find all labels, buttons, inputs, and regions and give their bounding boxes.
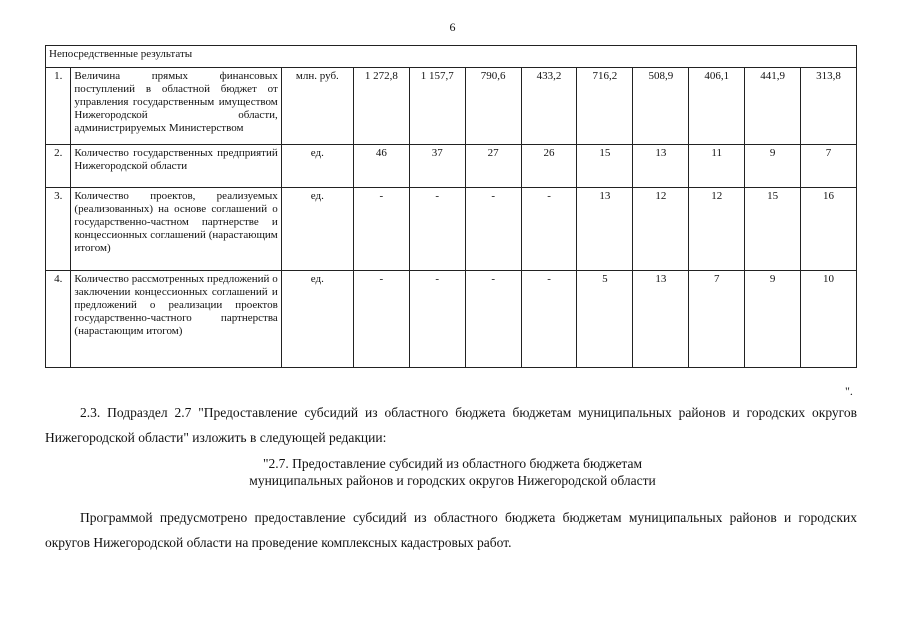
value-cell: - xyxy=(465,271,521,368)
indicator-name: Количество проектов, реализуемых (реализованных) на основе соглашений о государственно-частном партнерстве и концессионных соглашений (нарастающим итогом) xyxy=(71,188,281,271)
indicator-name: Количество государственных предприятий Нижегородской области xyxy=(71,145,281,188)
table-row xyxy=(46,271,857,368)
page-number: 6 xyxy=(449,20,456,34)
section-header-row xyxy=(46,46,857,68)
value-cell: - xyxy=(465,188,521,271)
value-cell: 27 xyxy=(465,145,521,188)
value-cell: 15 xyxy=(577,145,633,188)
row-number: 3. xyxy=(46,188,71,271)
value-cell: 46 xyxy=(353,145,409,188)
value-cell: 406,1 xyxy=(689,68,745,145)
unit-cell: ед. xyxy=(281,145,353,188)
value-cell: 9 xyxy=(745,145,801,188)
section-heading-line1: "2.7. Предоставление субсидий из областного бюджета бюджетам xyxy=(262,456,643,471)
value-cell: - xyxy=(409,188,465,271)
value-cell: 441,9 xyxy=(745,68,801,145)
value-cell: - xyxy=(521,188,577,271)
unit-cell: ед. xyxy=(281,188,353,271)
value-cell: 1 157,7 xyxy=(409,68,465,145)
value-cell: 26 xyxy=(521,145,577,188)
closing-quote: ". xyxy=(845,384,853,398)
value-cell: 508,9 xyxy=(633,68,689,145)
value-cell: 790,6 xyxy=(465,68,521,145)
value-cell: 11 xyxy=(689,145,745,188)
paragraph-amendment: 2.3. Подраздел 2.7 "Предоставление субсидий из областного бюджета бюджетам муниципальных районов и городских округов Нижегородской области" изложить в следующей редакции: xyxy=(45,405,857,445)
table-row xyxy=(46,68,857,145)
value-cell: - xyxy=(353,271,409,368)
unit-cell: ед. xyxy=(281,271,353,368)
indicator-name: Величина прямых финансовых поступлений в областной бюджет от управления государственным имуществом Нижегородской области, администрируемых Министерством xyxy=(71,68,281,145)
value-cell: 16 xyxy=(801,188,857,271)
value-cell: 433,2 xyxy=(521,68,577,145)
value-cell: 12 xyxy=(633,188,689,271)
value-cell: 13 xyxy=(633,145,689,188)
value-cell: 1 272,8 xyxy=(353,68,409,145)
value-cell: 13 xyxy=(577,188,633,271)
value-cell: - xyxy=(353,188,409,271)
value-cell: 5 xyxy=(577,271,633,368)
indicator-name: Количество рассмотренных предложений о заключении концессионных соглашений и предложений о реализации проектов государственно-частного партнерства (нарастающим итогом) xyxy=(71,271,281,368)
table-row xyxy=(46,145,857,188)
value-cell: 13 xyxy=(633,271,689,368)
value-cell: 7 xyxy=(801,145,857,188)
value-cell: 9 xyxy=(745,271,801,368)
section-title: Непосредственные результаты xyxy=(46,46,857,68)
value-cell: - xyxy=(409,271,465,368)
value-cell: 37 xyxy=(409,145,465,188)
section-heading-line2: муниципальных районов и городских округов Нижегородской области xyxy=(249,473,656,488)
value-cell: 7 xyxy=(689,271,745,368)
paragraph-program: Программой предусмотрено предоставление субсидий из областного бюджета бюджетам муниципальных районов и городских округов Нижегородской области на проведение комплексных кадастровых работ. xyxy=(45,510,857,550)
unit-cell: млн. руб. xyxy=(281,68,353,145)
results-table xyxy=(45,45,857,368)
row-number: 2. xyxy=(46,145,71,188)
table-row xyxy=(46,188,857,271)
value-cell: - xyxy=(521,271,577,368)
row-number: 4. xyxy=(46,271,71,368)
value-cell: 15 xyxy=(745,188,801,271)
value-cell: 12 xyxy=(689,188,745,271)
section-heading xyxy=(0,455,905,489)
row-number: 1. xyxy=(46,68,71,145)
value-cell: 10 xyxy=(801,271,857,368)
value-cell: 716,2 xyxy=(577,68,633,145)
value-cell: 313,8 xyxy=(801,68,857,145)
